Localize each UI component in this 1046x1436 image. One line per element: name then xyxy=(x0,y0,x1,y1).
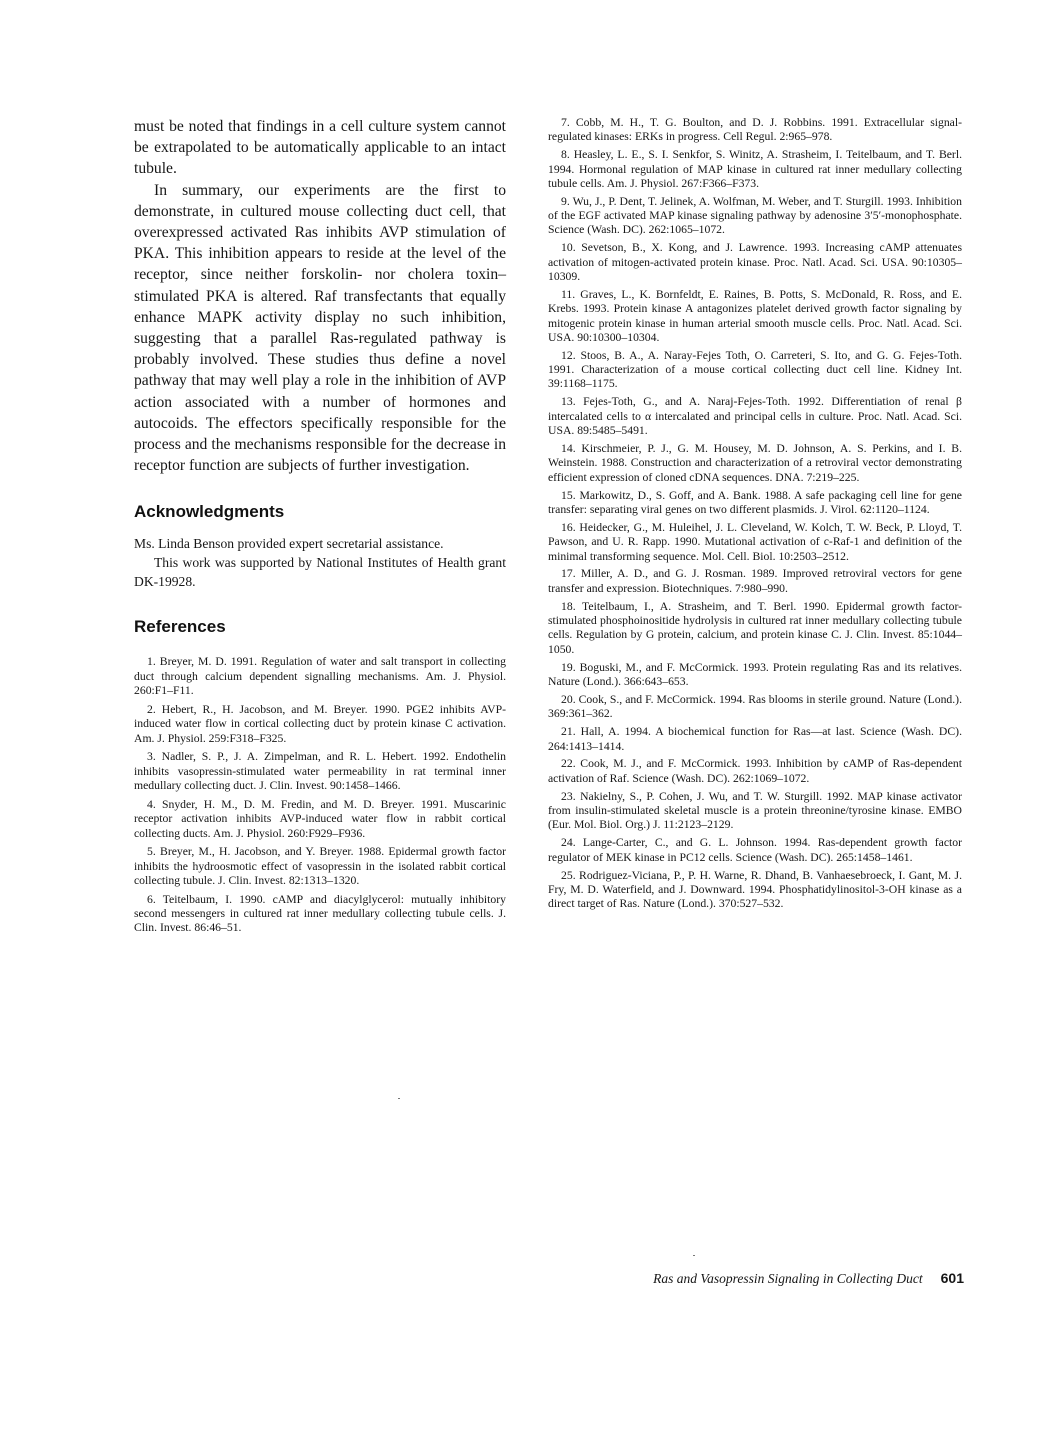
reference-item: 10. Sevetson, B., X. Kong, and J. Lawrence. 1993. Increasing cAMP attenuates activation of mitogen-activated protein kinase. Proc. Natl. Acad. Sci. USA. 90:10305–10309. xyxy=(548,241,962,284)
body-paragraph: must be noted that findings in a cell culture system cannot be extrapolated to be automatically applicable to an intact tubule. xyxy=(134,118,506,178)
reference-item: 3. Nadler, S. P., J. A. Zimpelman, and R. L. Hebert. 1992. Endothelin inhibits vasopressin-stimulated water permeability in rat terminal inner medullary collecting duct. J. Clin. Invest. 90:1458–1466. xyxy=(134,750,506,793)
reference-item: 1. Breyer, M. D. 1991. Regulation of water and salt transport in collecting duct through calcium dependent signalling mechanisms. Am. J. Physiol. 260:F1–F11. xyxy=(134,655,506,698)
reference-item: 25. Rodriguez-Viciana, P., P. H. Warne, R. Dhand, B. Vanhaesebroeck, I. Gant, M. J. Fry, M. D. Waterfield, and J. Downward. 1994. Phosphatidylinositol-3-OH kinase as a direct target of Ras. Nature (Lond.). 370:527–532. xyxy=(548,868,962,911)
acknowledgment-paragraph: This work was supported by National Institutes of Health grant DK-19928. xyxy=(134,555,506,590)
scan-speck xyxy=(398,1098,400,1099)
acknowledgments-heading: Acknowledgments xyxy=(134,502,285,522)
page-footer xyxy=(560,1270,964,1288)
right-column xyxy=(548,116,962,915)
reference-item: 5. Breyer, M., H. Jacobson, and Y. Breyer. 1988. Epidermal growth factor inhibits the hydroosmotic effect of vasopressin in the isolated rabbit cortical collecting tubule. J. Clin. Invest. 82:1313–1320. xyxy=(134,845,506,887)
reference-item: 18. Teitelbaum, I., A. Strasheim, and T. Berl. 1990. Epidermal growth factor-stimulated phosphoinositide hydrolysis in cultured rat inner medullary collecting tubule cells. Regulation by G protein, calcium, and protein kinase C. J. Clin. Invest. 85:1044–1050. xyxy=(548,599,962,656)
reference-item: 7. Cobb, M. H., T. G. Boulton, and D. J. Robbins. 1991. Extracellular signal-regulated kinases: ERKs in progress. Cell Regul. 2:965–978. xyxy=(548,116,962,144)
acknowledgment-paragraph: Ms. Linda Benson provided expert secretarial assistance. xyxy=(134,536,444,552)
reference-item: 21. Hall, A. 1994. A biochemical function for Ras—at last. Science (Wash. DC). 264:1413–1414. xyxy=(548,725,962,753)
reference-item: 17. Miller, A. D., and G. J. Rosman. 1989. Improved retroviral vectors for gene transfer and expression. Biotechniques. 7:980–990. xyxy=(548,567,962,595)
reference-item: 12. Stoos, B. A., A. Naray-Fejes Toth, O. Carreteri, S. Ito, and G. G. Fejes-Toth. 1991. Characterization of a mouse cortical collecting duct cell line. Kidney Int. 39:1168–1175. xyxy=(548,348,962,391)
reference-item: 23. Nakielny, S., P. Cohen, J. Wu, and T. W. Sturgill. 1992. MAP kinase activator from insulin-stimulated skeletal muscle is a protein threonine/tyrosine kinase. EMBO (Eur. Mol. Biol. Org.) J. 11:2123–2129. xyxy=(548,789,962,832)
reference-item: 11. Graves, L., K. Bornfeldt, E. Raines, B. Potts, S. McDonald, R. Ross, and E. Krebs. 1993. Protein kinase A antagonizes platelet derived growth factor signaling by mitogenic protein kinase in human arterial smooth muscle cells. Proc. Natl. Acad. Sci. USA. 90:10300–10304. xyxy=(548,288,962,344)
reference-item: 6. Teitelbaum, I. 1990. cAMP and diacylglycerol: mutually inhibitory second messengers in cultured rat inner medullary collecting tubule cells. J. Clin. Invest. 86:46–51. xyxy=(134,892,506,935)
reference-list-right xyxy=(548,116,962,912)
references-heading: References xyxy=(134,617,226,637)
reference-item: 20. Cook, S., and F. McCormick. 1994. Ras blooms in sterile ground. Nature (Lond.). 369:361–362. xyxy=(548,692,962,721)
reference-item: 9. Wu, J., P. Dent, T. Jelinek, A. Wolfman, M. Weber, and T. Sturgill. 1993. Inhibition of the EGF activated MAP kinase signaling pathway by adenosine 3′5′-monophosphate. Science (Wash. DC). 262:1065–1072. xyxy=(548,194,962,237)
reference-item: 19. Boguski, M., and F. McCormick. 1993. Protein regulating Ras and its relatives. Nature (Lond.). 366:643–653. xyxy=(548,660,962,688)
reference-list-left xyxy=(134,655,506,935)
reference-item: 15. Markowitz, D., S. Goff, and A. Bank. 1988. A safe packaging cell line for gene transfer: separating viral genes on two different plasmids. J. Virol. 62:1120–1124. xyxy=(548,488,962,516)
reference-item: 4. Snyder, H. M., D. M. Fredin, and M. D. Breyer. 1991. Muscarinic receptor activation inhibits AVP-induced water flow in rabbit cortical collecting ducts. Am. J. Physiol. 260:F929–F936. xyxy=(134,797,506,840)
scan-speck xyxy=(693,1255,695,1256)
reference-item: 24. Lange-Carter, C., and G. L. Johnson. 1994. Ras-dependent growth factor regulator of MEK kinase in PC12 cells. Science (Wash. DC). 265:1458–1461. xyxy=(548,836,962,864)
reference-item: 16. Heidecker, G., M. Huleihel, J. L. Cleveland, W. Kolch, T. W. Beck, P. Lloyd, T. Pawson, and U. R. Rapp. 1990. Mutational activation of c-Raf-1 and definition of the minimal transforming sequence. Mol. Cell. Biol. 10:2503–2512. xyxy=(548,520,962,563)
left-column xyxy=(134,116,506,940)
reference-item: 13. Fejes-Toth, G., and A. Naraj-Fejes-Toth. 1992. Differentiation of renal β intercalated cells to α intercalated and principal cells in culture. Proc. Natl. Acad. Sci. USA. 89:5485–5491. xyxy=(548,395,962,438)
reference-item: 2. Hebert, R., H. Jacobson, and M. Breyer. 1990. PGE2 inhibits AVP-induced water flow in cortical collecting duct by protein kinase C activation. Am. J. Physiol. 259:F318–F325. xyxy=(134,702,506,745)
reference-item: 8. Heasley, L. E., S. I. Senkfor, S. Winitz, A. Strasheim, I. Teitelbaum, and T. Berl. 1994. Hormonal regulation of MAP kinase in cultured rat inner medullary collecting tubule cells. Am. J. Physiol. 267:F366–F373. xyxy=(548,148,962,190)
running-title: Ras and Vasopressin Signaling in Collecting Duct xyxy=(653,1271,923,1286)
reference-item: 14. Kirschmeier, P. J., G. M. Housey, M. D. Johnson, A. S. Perkins, and I. B. Weinstein. 1988. Construction and characterization of a retroviral vector demonstrating efficient expression of cloned cDNA sequences. DNA. 7:219–225. xyxy=(548,442,962,484)
reference-item: 22. Cook, M. J., and F. McCormick. 1993. Inhibition by cAMP of Ras-dependent activation of Raf. Science (Wash. DC). 262:1069–1072. xyxy=(548,757,962,785)
page-number: 601 xyxy=(940,1270,964,1286)
summary-paragraph: In summary, our experiments are the first to demonstrate, in cultured mouse collecting duct cell, that overexpressed activated Ras inhibits AVP stimulation of PKA. This inhibition appears to reside at the level of the receptor, since neither forskolin- nor cholera toxin–stimulated PKA is altered. Raf transfectants that equally enhance MAPK activity display no such inhibition, suggesting that a parallel Ras-regulated pathway is probably involved. These studies thus define a novel pathway that may well play a role in the inhibition of AVP action associated with a number of hormones and autocoids. The effectors specifically responsible for the process and the mechanisms responsible for the decrease in receptor function are subjects of further investigation. xyxy=(134,181,506,475)
